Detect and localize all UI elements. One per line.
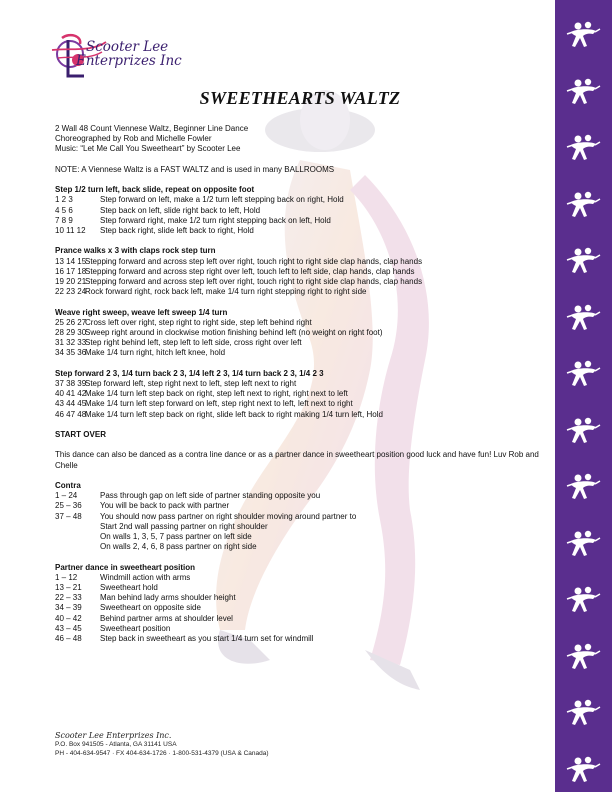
step-row	[55, 328, 545, 338]
step-text: Make 1/4 turn right, hitch left knee, hold	[85, 348, 226, 358]
step-row	[55, 206, 545, 216]
step-row	[55, 318, 545, 328]
contra-count: 37 – 48	[55, 511, 82, 521]
contra-count: 25 – 36	[55, 501, 82, 511]
partner-heading: Partner dance in sweetheart position	[55, 562, 196, 572]
step-count: 31 32 33	[55, 338, 87, 348]
step-count: 22 23 24	[55, 287, 87, 297]
contra-heading: Contra	[55, 480, 81, 490]
step-count: 25 26 27	[55, 317, 87, 327]
footer-company: Scooter Lee Enterprizes Inc.	[55, 731, 172, 740]
partner-row	[55, 634, 545, 644]
dancing-couple-icon	[565, 133, 601, 163]
contra-continuation: Start 2nd wall passing partner on right shoulder	[100, 521, 268, 531]
step-text: Step forward right, make 1/2 turn right stepping back on left, Hold	[100, 215, 331, 225]
partner-count: 46 – 48	[55, 634, 82, 644]
contra-continuation: On walls 1, 3, 5, 7 pass partner on left side	[100, 532, 252, 541]
partner-row	[55, 614, 545, 624]
intro-line: Choreographed by Rob and Michelle Fowler	[55, 134, 212, 144]
brand-name	[76, 40, 182, 68]
step-count: 7 8 9	[55, 215, 73, 225]
section-heading: Step 1/2 turn left, back slide, repeat on opposite foot	[55, 185, 255, 195]
dancing-couple-icon	[565, 416, 601, 446]
step-text: Sweep right around in clockwise motion finishing behind left (no weight on right foot)	[85, 328, 383, 337]
dancing-couple-icon	[565, 755, 601, 785]
contra-row	[55, 491, 545, 501]
step-count: 28 29 30	[55, 328, 87, 337]
step-count: 16 17 18	[55, 266, 87, 276]
contra-count: 1 – 24	[55, 491, 78, 501]
partner-row	[55, 583, 545, 593]
step-count: 37 38 39	[55, 379, 87, 388]
partner-row	[55, 603, 545, 613]
step-count: 40 41 42	[55, 389, 87, 399]
step-row	[55, 216, 545, 226]
step-count: 43 44 45	[55, 399, 87, 409]
step-row	[55, 338, 545, 348]
partner-count: 22 – 33	[55, 593, 82, 603]
partner-count: 40 – 42	[55, 613, 82, 623]
partner-count: 34 – 39	[55, 603, 82, 613]
step-row	[55, 348, 545, 358]
contra-text: Pass through gap on left side of partner standing opposite you	[100, 491, 321, 501]
step-row	[55, 379, 545, 389]
partner-count: 13 – 21	[55, 583, 82, 592]
step-row	[55, 389, 545, 399]
step-row	[55, 195, 545, 205]
step-text: Step forward on left, make a 1/2 turn left stepping back on right, Hold	[100, 195, 344, 205]
step-text: Stepping forward and across step left over right, touch right to right side clap hands, clap hands	[85, 256, 423, 266]
partner-text: Sweetheart position	[100, 623, 171, 633]
partner-row	[55, 573, 545, 583]
step-text: Make 1/4 turn left step back on right, slide left back to right making 1/4 turn left, Hold	[85, 409, 383, 419]
dancing-couple-icon	[565, 190, 601, 220]
footer-address: P.O. Box 941505 - Atlanta, GA 31141 USA	[55, 741, 177, 748]
step-row	[55, 287, 545, 297]
contra-row	[55, 512, 545, 522]
dance-sheet	[55, 124, 545, 644]
step-row	[55, 257, 545, 267]
intro-line: 2 Wall 48 Count Viennese Waltz, Beginner Line Dance	[55, 124, 249, 133]
step-text: Stepping forward and across step right over left, touch left to left side, clap hands, clap hands	[85, 266, 415, 276]
step-count: 34 35 36	[55, 348, 87, 358]
dancing-couple-icon	[565, 472, 601, 502]
contra-text: You will be back to pack with partner	[100, 501, 230, 511]
step-text: Rock forward right, rock back left, make 1/4 turn right stepping right to right side	[85, 287, 367, 297]
partner-text: Step back in sweetheart as you start 1/4 turn set for windmill	[100, 634, 314, 644]
step-text: Cross left over right, step right to right side, step left behind right	[85, 317, 312, 327]
contra-text: You should now pass partner on right shoulder moving around partner to	[100, 511, 357, 521]
step-text: Step back on left, slide right back to left, Hold	[100, 205, 261, 215]
step-text: Step forward left, step right next to left, step left next to right	[85, 379, 297, 388]
partner-text: Sweetheart hold	[100, 583, 158, 592]
step-text: Make 1/4 turn left step back on right, step left next to right, right next to left	[85, 389, 348, 399]
contra-paragraph: This dance can also be danced as a contra line dance or as a partner dance in sweetheart position good luck and have fun! Luv Rob and Chelle	[55, 450, 539, 470]
section-heading: Step forward 2 3, 1/4 turn back 2 3, 1/4 left 2 3, 1/4 turn back 2 3, 1/4 2 3	[55, 368, 324, 378]
partner-text: Man behind lady arms shoulder height	[100, 593, 236, 603]
brand-line-2: Enterprizes Inc	[76, 53, 182, 69]
dancing-couple-icon	[565, 529, 601, 559]
dancing-couple-icon	[565, 20, 601, 50]
contra-continuation: On walls 2, 4, 6, 8 pass partner on right side	[100, 542, 257, 552]
dancing-couple-icon	[565, 585, 601, 615]
partner-text: Behind partner arms at shoulder level	[100, 613, 233, 623]
dancing-couple-icon	[565, 698, 601, 728]
dancing-couple-icon	[565, 303, 601, 333]
dancing-couple-icon	[565, 246, 601, 276]
decorative-strip	[555, 0, 612, 792]
step-row	[55, 267, 545, 277]
step-row	[55, 410, 545, 420]
step-count: 13 14 15	[55, 256, 87, 266]
step-count: 46 47 48	[55, 409, 87, 419]
partner-count: 43 – 45	[55, 623, 82, 633]
step-text: Step back right, slide left back to right, Hold	[100, 226, 254, 235]
step-row	[55, 399, 545, 409]
brand-line-1: Scooter Lee	[86, 39, 169, 55]
partner-row	[55, 624, 545, 634]
page-title: SWEETHEARTS WALTZ	[199, 88, 401, 108]
section-heading: Weave right sweep, weave left sweep 1/4 turn	[55, 307, 228, 317]
step-count: 19 20 21	[55, 277, 87, 286]
step-count: 1 2 3	[55, 195, 73, 205]
partner-text: Sweetheart on opposite side	[100, 603, 201, 613]
note-line: NOTE: A Viennese Waltz is a FAST WALTZ and is used in many BALLROOMS	[55, 164, 335, 174]
dancing-couple-icon	[565, 77, 601, 107]
partner-count: 1 – 12	[55, 572, 78, 582]
footer	[55, 731, 269, 758]
section-heading: Prance walks x 3 with claps rock step turn	[55, 246, 216, 256]
footer-phone: PH - 404-634-9547 · FX 404-634-1726 · 1-800-531-4379 (USA & Canada)	[55, 750, 269, 757]
dancing-couple-icon	[565, 642, 601, 672]
intro-line: Music: “Let Me Call You Sweetheart” by Scooter Lee	[55, 144, 241, 154]
step-text: Step right behind left, step left to left side, cross right over left	[85, 338, 302, 348]
dancing-couple-icon	[565, 359, 601, 389]
step-count: 4 5 6	[55, 205, 73, 215]
step-count: 10 11 12	[55, 226, 86, 235]
start-over-label: START OVER	[55, 430, 106, 439]
step-row	[55, 226, 545, 236]
partner-row	[55, 593, 545, 603]
contra-row	[55, 501, 545, 511]
step-text: Stepping forward and across step left over right, touch right to right side clap hands, clap hands	[85, 277, 423, 286]
step-text: Make 1/4 turn left step forward on left, step right next to left, left next to right	[85, 399, 353, 409]
step-row	[55, 277, 545, 287]
partner-text: Windmill action with arms	[100, 572, 191, 582]
